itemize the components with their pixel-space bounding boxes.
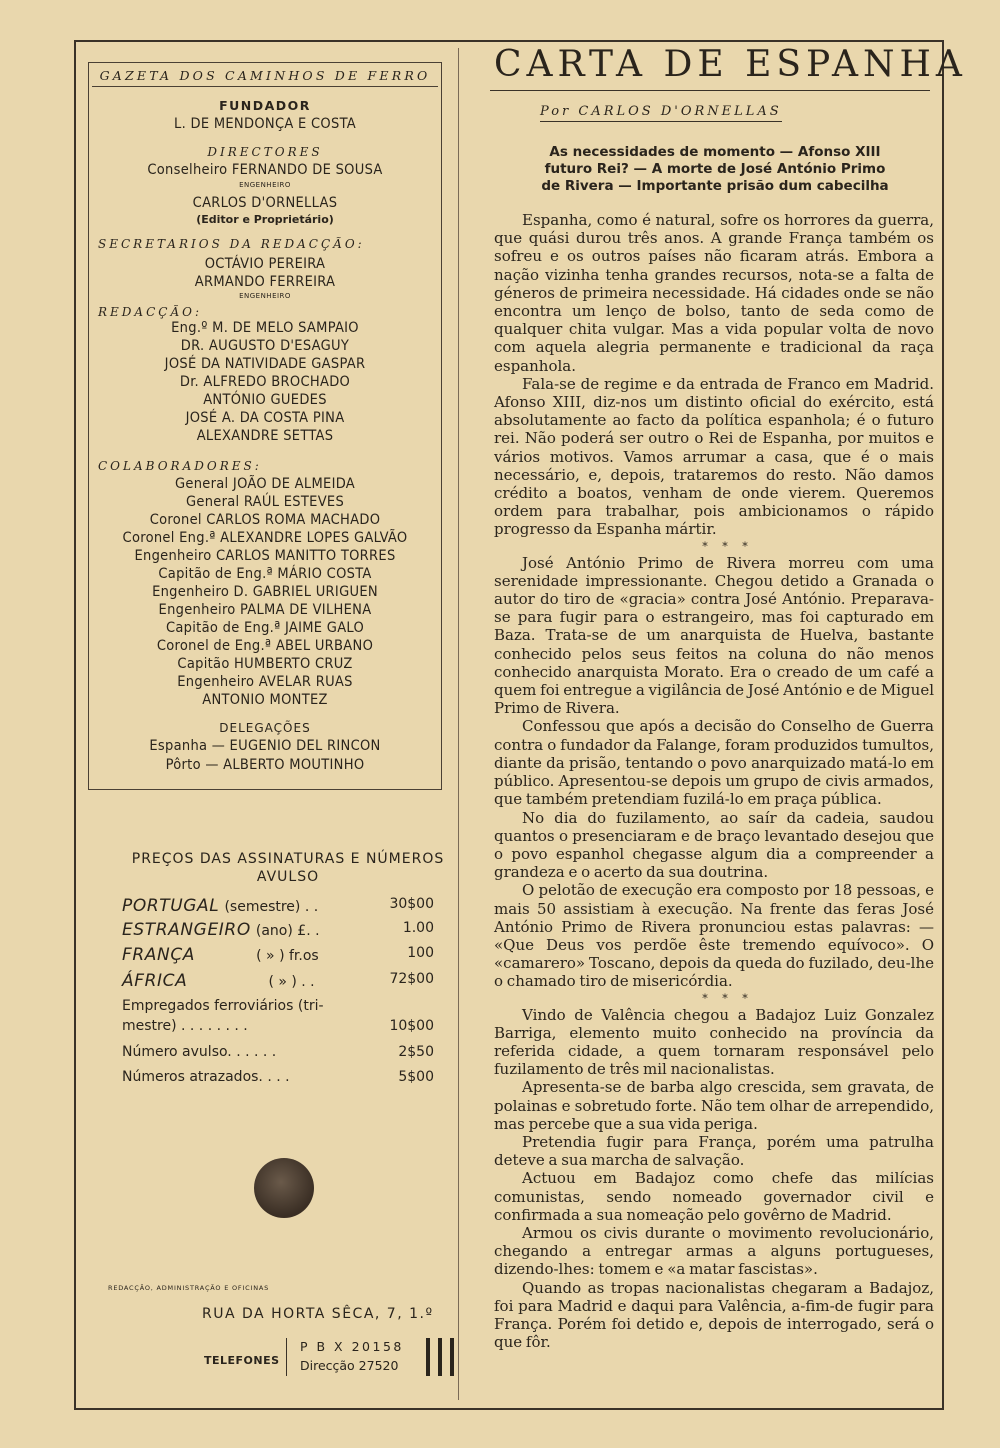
price-label: Número avulso. . . . . . [122,1044,277,1060]
gazeta-title: GAZETA DOS CAMINHOS DE FERRO [92,68,438,87]
director-2-title: (Editor e Proprietário) [196,213,334,226]
fundador-label: FUNDADOR [219,98,311,113]
price-label: PORTUGAL [122,896,220,916]
colaborador: Capitão de Eng.ª JAIME GALO [165,620,365,636]
telefone-direccao: Direcção 27520 [300,1358,399,1373]
colaborador: Coronel Eng.ª ALEXANDRE LOPES GALVÃO [122,530,408,546]
prices-title-line2: AVULSO [256,869,320,885]
secretarios-label: SECRETARIOS DA REDACÇÃO: [98,237,365,251]
separator: * * * [702,539,754,553]
delegacao-porto: Pôrto — ALBERTO MOUTINHO [165,757,365,773]
colaborador: Engenheiro D. GABRIEL URIGUEN [152,584,378,600]
redaccao-member: Dr. ALFREDO BROCHADO [179,374,351,390]
separator: * * * [702,991,754,1005]
price-label: ÁFRICA [122,971,188,991]
price-label: ESTRANGEIRO [122,920,251,940]
colaborador: Coronel CARLOS ROMA MACHADO [149,512,381,528]
colaboradores-label: COLABORADORES: [98,459,262,473]
price-label: mestre) . . . . . . . . [122,1018,248,1034]
telefone-pbx: P B X 20158 [300,1339,404,1354]
price-amount: 30$00 [389,896,434,912]
paragraph: O pelotão de execução era composto por 18 pessoas, e mais 50 assistiam à execução. Na frente das feras José António Primo de Rivera pronunciou estas palavras: — «Que Deus vos perdõe êste tremendo equívoco». O «camarero» Toscano, depois da queda do fuzilado, deu-lhe o chamado tiro de misericórdia. [494,881,934,991]
secretario-1: OCTÁVIO PEREIRA [204,256,326,272]
seal-stamp [254,1158,314,1218]
title-rule [490,90,930,91]
paragraph: Espanha, como é natural, sofre os horrores da guerra, que quási durou três anos. A grande França também os sofreu e os outros países não ficaram atrás. Embora a nação vizinha tenha grandes recursos, nota-se a falta de géneros de primeira necessidade. Há cidades onde se não encontra um lenço de bolso, tanto de seda como de qualquer chita vulgar. Mas a vida popular volta de novo com aquela alegria permanente e tradicional da raça espanhola. [494,211,934,375]
redaccao-member: ANTÓNIO GUEDES [203,392,327,408]
redaccao-member: Eng.º M. DE MELO SAMPAIO [171,320,359,336]
director-1: Conselheiro FERNANDO DE SOUSA [147,162,383,178]
brace-icon [286,1338,293,1376]
paragraph: Pretendia fugir para França, porém uma patrulha deteve a sua marcha de salvação. [494,1132,934,1170]
price-note: ( » ) . . [268,974,315,990]
colaborador: Engenheiro AVELAR RUAS [177,674,353,690]
article-subhead: As necessidades de momento — Afonso XIII futuro Rei? — A morte de José António Primo de Rivera — Importante prisão dum cabecilha [541,144,889,194]
paragraph: Actuou em Badajoz como chefe das milícias comunistas, sendo nomeado governador civil e confirmada a sua nomeação pelo govêrno de Madrid. [494,1169,934,1224]
director-1-title: ENGENHEIRO [239,181,291,189]
article-byline: Por CARLOS D'ORNELLAS [540,104,782,122]
colaborador: Engenheiro PALMA DE VILHENA [158,602,372,618]
director-2: CARLOS D'ORNELLAS [192,195,338,211]
price-label: Números atrazados. . . . [122,1069,290,1085]
column-divider [458,48,459,1400]
redaccao-member: ALEXANDRE SETTAS [196,428,334,444]
price-label: FRANÇA [122,945,196,965]
paragraph: José António Primo de Rivera morreu com uma serenidade impressionante. Chegou detido a Granada o autor do tiro de «gracia» contra José António. Preparava-se para fugir para o estrangeiro, mas foi capturado em Baza. Trata-se de um anarquista de Huelva, bastante conhecido pelos seus feitos na coluna do não menos conhecido anarquista Morato. Era o creado de um café a quem foi entregue a vigilância de José António e de Miguel Primo de Rivera. [494,553,934,718]
colaborador: Capitão HUMBERTO CRUZ [177,656,353,672]
colaborador: General RAÚL ESTEVES [185,494,345,510]
colaborador: Capitão de Eng.ª MÁRIO COSTA [158,566,372,582]
bars-ornament-icon [426,1338,456,1376]
price-amount: 1.00 [402,920,434,936]
price-amount: 72$00 [389,971,434,987]
colaborador: ANTONIO MONTEZ [202,692,328,708]
secretario-2: ARMANDO FERREIRA [194,274,336,290]
paragraph: Apresenta-se de barba algo crescida, sem gravata, de polainas e sobretudo forte. Não tem olhar de arrependido, mas percebe que a sua vida periga. [494,1078,934,1133]
delegacao-espanha: Espanha — EUGENIO DEL RINCON [149,738,381,754]
price-amount: 10$00 [389,1018,434,1034]
colaborador: General JOÃO DE ALMEIDA [174,476,356,492]
prices-title-line1: PREÇOS DAS ASSINATURAS E NÚMEROS [131,851,445,867]
telefones-label: TELEFONES [204,1354,280,1367]
fundador-name: L. DE MENDONÇA E COSTA [174,116,356,132]
price-amount: 2$50 [398,1044,434,1060]
redaccao-member: JOSÉ A. DA COSTA PINA [185,410,345,426]
delegacoes-label: DELEGAÇÕES [219,721,311,735]
paragraph: Confessou que após a decisão do Conselho de Guerra contra o fundador da Falange, foram produzidos tumultos, diante da prisão, tentando o povo anarquizado matá-lo em público. Apresentou-se depois um grupo de civis armados, que também pretendiam fuzilá-lo em praça pública. [494,717,934,809]
paragraph: Quando as tropas nacionalistas chegaram a Badajoz, foi para Madrid e daqui para Valência, a-fim-de fugir para França. Porém foi detido e, depois de interrogado, será o que fôr. [494,1278,934,1352]
colaborador: Engenheiro CARLOS MANITTO TORRES [134,548,396,564]
price-amount: 5$00 [398,1069,434,1085]
paragraph: Armou os civis durante o movimento revolucionário, chegando a entregar armas a alguns portugueses, dizendo-lhes: tomem e «a matar fascistas». [494,1223,934,1279]
article-title: CARTA DE ESPANHA [494,44,967,85]
secretario-2-title: ENGENHEIRO [239,292,291,300]
colaborador: Coronel de Eng.ª ABEL URBANO [156,638,374,654]
redaccao-footer-label: REDACÇÃO, ADMINISTRAÇÃO E OFICINAS [108,1284,270,1292]
price-amount: 100 [407,945,434,961]
redaccao-member: JOSÉ DA NATIVIDADE GASPAR [164,356,366,372]
price-note: (semestre) . . [224,899,319,915]
directores-label: DIRECTORES [207,145,323,159]
article-body [494,211,934,1351]
price-note: ( » ) fr.os [256,948,319,964]
paragraph: Vindo de Valência chegou a Badajoz Luiz Gonzalez Barriga, elemento muito conhecido na província da referida cidade, a quem tornaram responsável pelo fuzilamento de três mil nacionalistas. [494,1005,934,1079]
address: RUA DA HORTA SÊCA, 7, 1.º [202,1306,434,1322]
redaccao-label: REDACÇÃO: [98,305,202,319]
paragraph: Fala-se de regime e da entrada de Franco em Madrid. Afonso XIII, diz-nos um distinto oficial do exército, está absolutamente ao facto da política espanhola; é o futuro rei. Não poderá ser outro o Rei de Espanha, por muitos e vários motivos. Vamos arrumar a casa, que é o mais necessário, e, depois, trataremos do resto. Não damos crédito a boatos, venham de onde vierem. Queremos ordem para trabalhar, pois ambicionamos o rápido progresso da Espanha mártir. [494,374,934,539]
price-label: Empregados ferroviários (tri- [122,998,324,1014]
price-note: (ano) £. . [255,923,320,939]
redaccao-member: DR. AUGUSTO D'ESAGUY [180,338,350,354]
paragraph: No dia do fuzilamento, ao saír da cadeia, saudou quantos o presenciaram e de braço levantado desejou que o povo espanhol chegasse algum dia a compreender a grandeza e o acerto da sua doutrina. [494,808,934,882]
